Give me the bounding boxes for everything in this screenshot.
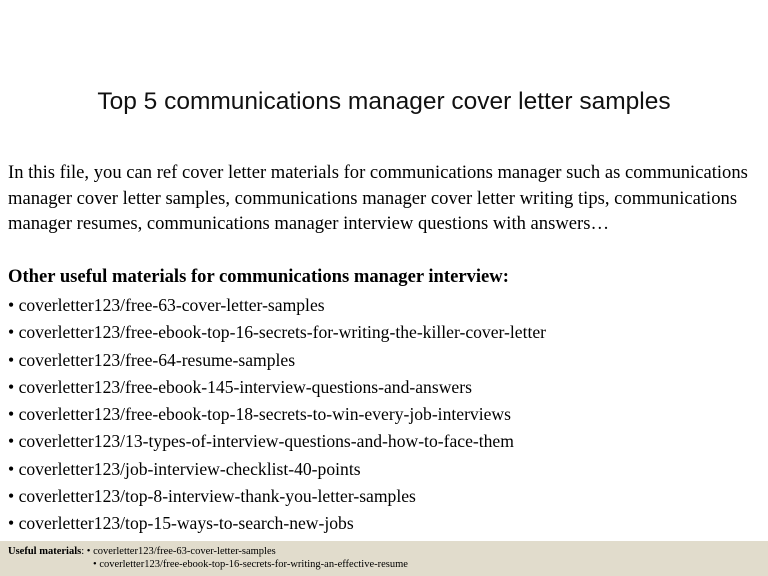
materials-list	[8, 292, 546, 538]
material-link[interactable]: • coverletter123/top-8-interview-thank-you-letter-samples	[8, 483, 546, 510]
footer-row	[8, 545, 276, 558]
footer-bar	[0, 541, 768, 576]
footer-link[interactable]: • coverletter123/free-63-cover-letter-samples	[87, 546, 276, 557]
materials-heading: Other useful materials for communications manager interview:	[8, 266, 509, 287]
footer-label: Useful materials	[8, 546, 82, 557]
footer-link[interactable]: • coverletter123/free-ebook-top-16-secrets-for-writing-an-effective-resume	[93, 559, 408, 570]
material-link[interactable]: • coverletter123/13-types-of-interview-questions-and-how-to-face-them	[8, 428, 546, 455]
material-link[interactable]: • coverletter123/free-63-cover-letter-samples	[8, 292, 546, 319]
intro-paragraph: In this file, you can ref cover letter materials for communications manager such as communications manager cover letter samples, communications manager cover letter writing tips, communications manager resumes, communications manager interview questions with answers…	[8, 162, 748, 234]
footer-row	[93, 558, 408, 571]
material-link[interactable]: • coverletter123/free-64-resume-samples	[8, 347, 546, 374]
material-link[interactable]: • coverletter123/free-ebook-145-interview-questions-and-answers	[8, 374, 546, 401]
footer-separator: :	[81, 546, 87, 557]
material-link[interactable]: • coverletter123/top-15-ways-to-search-new-jobs	[8, 510, 546, 537]
material-link[interactable]: • coverletter123/job-interview-checklist-40-points	[8, 456, 546, 483]
page-title: Top 5 communications manager cover letter samples	[97, 88, 671, 115]
material-link[interactable]: • coverletter123/free-ebook-top-18-secrets-to-win-every-job-interviews	[8, 401, 546, 428]
material-link[interactable]: • coverletter123/free-ebook-top-16-secrets-for-writing-the-killer-cover-letter	[8, 319, 546, 346]
